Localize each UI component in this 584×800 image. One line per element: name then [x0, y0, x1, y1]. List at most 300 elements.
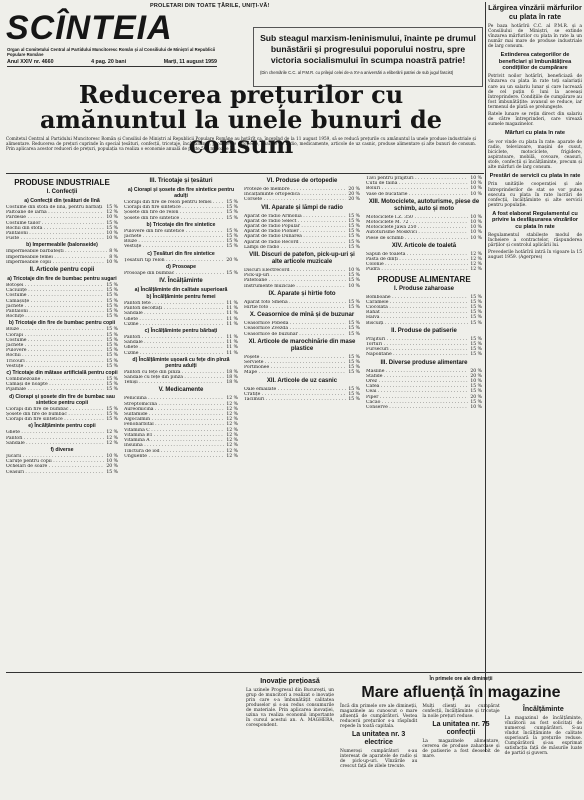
reduction-value: 11 %: [226, 316, 238, 322]
reduction-value: 15 %: [348, 391, 360, 397]
article-subheading: A fost elaborat Regulamentul cu privire la desfășurarea vînzărilor cu plata în rate: [491, 210, 579, 230]
reduction-value: 15 %: [106, 309, 118, 315]
item-name: Proteze de membre . . .: [244, 187, 346, 192]
reduction-value: 15 %: [348, 354, 360, 360]
price-list: [366, 252, 482, 273]
reduction-value: 15 %: [106, 363, 118, 369]
subsection-heading: f) diverse: [50, 446, 74, 453]
reduction-value: 8 %: [109, 249, 118, 255]
section-heading: VIII. Discuri de patefon, pick-up-uri și alte articole muzicale: [249, 252, 355, 266]
subsection-heading: a) Tricotaje din fire de bumbac pentru sugari: [7, 276, 117, 283]
reduction-value: 15 %: [348, 278, 360, 284]
price-list: [6, 205, 118, 241]
reduction-value: 20 %: [348, 192, 360, 198]
reduction-value: 20 %: [226, 257, 238, 263]
reduction-value: 20 %: [470, 394, 482, 400]
reduction-value: 15 %: [106, 417, 118, 423]
price-list: [366, 176, 482, 197]
item-name: Ceai . . .: [366, 389, 468, 394]
reduction-value: 10 %: [106, 453, 118, 459]
item-name: Ghete . . .: [124, 345, 224, 350]
price-list: [124, 200, 238, 221]
item-name: Halva . . .: [366, 315, 468, 320]
reduction-value: 12 %: [226, 417, 238, 423]
item-name: Jachete . . .: [124, 234, 224, 239]
item-name: Cămășuțe . . .: [6, 299, 104, 304]
reduction-value: 15 %: [470, 320, 482, 326]
item-name: Combinezoane . . .: [6, 377, 104, 382]
article-paragraph: La magazinul de încălțăminte, vînzătorii au fost solicitați de numeroși cumpărători. S-au vîndut încălțăminte de calitate superioară la prețurile reduse. Cumpărătorii și-au exprimat satisfacția față de măsurile luate de partid și guvern.: [504, 716, 582, 756]
reduction-value: 12 %: [226, 443, 238, 449]
reduction-value: 15 %: [106, 288, 118, 294]
reduction-value: 15 %: [226, 205, 238, 211]
section-heading: VII. Aparate și lămpi de radio: [261, 204, 343, 211]
item-name: Sandale cu fețe din pînză . . .: [124, 375, 224, 380]
item-name: Pastă de dinți . . .: [366, 257, 468, 262]
reduction-value: 15 %: [470, 352, 482, 358]
price-list: [6, 430, 118, 446]
reduction-value: 12 %: [226, 422, 238, 428]
reduction-value: 15 %: [106, 411, 118, 417]
reduction-value: 15 %: [348, 229, 360, 235]
item-name: Săpun de toaletă . . .: [366, 252, 468, 257]
item-name: Bomboane . . .: [366, 295, 468, 300]
reduction-value: 15 %: [106, 343, 118, 349]
price-row: [366, 321, 482, 326]
reduction-value: 12 %: [226, 406, 238, 412]
reduction-value: 15 %: [106, 298, 118, 304]
price-row: [6, 387, 118, 392]
subsection-heading: b) Încălțăminte pentru femei: [146, 294, 216, 301]
item-name: Șosete din fire de bumbac . . .: [6, 412, 104, 417]
item-name: Ceasuri . . .: [6, 470, 104, 475]
reduction-value: 10 %: [106, 236, 118, 242]
price-list: [366, 337, 482, 358]
item-name: Costume . . .: [6, 338, 104, 343]
reduction-value: 15 %: [348, 397, 360, 403]
reduction-value: 15 %: [470, 294, 482, 300]
item-name: Țesături tip relon . . .: [124, 258, 224, 263]
subsection-heading: a) Ciorapi și șosete din fire sintetice pentru adulți: [127, 187, 235, 199]
section-heading: XIV. Articole de toaletă: [391, 242, 457, 249]
reduction-value: 10 %: [106, 215, 118, 221]
price-list: [6, 454, 118, 475]
item-name: Instrumente muzicale . . .: [244, 284, 346, 289]
section-heading: II. Produse de patiserie: [391, 327, 457, 334]
reduction-value: 20 %: [348, 187, 360, 192]
price-row: [124, 380, 238, 385]
price-list: [244, 300, 360, 310]
article-paragraph: La magazinele alimentare, cererea de produse zaharoase și de patiserie a fost deosebit de mare.: [422, 739, 500, 759]
price-list: [124, 229, 238, 250]
section-heading: XI. Articole de marochinărie din mase plastice: [248, 338, 356, 352]
reduction-value: 15 %: [470, 336, 482, 342]
item-name: Tacîmuri . . .: [244, 397, 346, 402]
price-row: [244, 370, 360, 375]
price-row: [124, 322, 238, 327]
item-name: Jachete . . .: [6, 304, 104, 309]
reduction-value: 15 %: [106, 406, 118, 412]
reduction-value: 15 %: [348, 213, 360, 219]
item-name: Stafide . . .: [366, 374, 468, 379]
price-list: [124, 370, 238, 386]
reduction-value: 15 %: [226, 215, 238, 221]
item-name: Torturi . . .: [366, 342, 468, 347]
item-name: Motociclete I.Z. 350 . . .: [366, 215, 468, 220]
column-industrial-1: [6, 176, 118, 475]
article-column: [505, 704, 582, 771]
item-name: Sandale . . .: [6, 441, 104, 446]
item-name: Rochițe . . .: [6, 314, 104, 319]
item-name: Șosete din fire sintetice . . .: [124, 216, 224, 221]
reduction-value: 10 %: [470, 186, 482, 192]
reduction-value: 15 %: [348, 218, 360, 224]
item-name: Motociclete Jawa 250 . . .: [366, 225, 468, 230]
subsection-heading: b) Tricotaje din fire sintetice: [146, 221, 216, 228]
section-heading: IV. Încălțăminte: [159, 278, 203, 285]
price-list: [244, 268, 360, 289]
reduction-value: 11 %: [226, 340, 238, 346]
reduction-value: 10 %: [470, 176, 482, 181]
reduction-value: 15 %: [348, 331, 360, 337]
item-name: Biscuiți . . .: [366, 321, 468, 326]
article-paragraph: Se vor vinde cu plata în rate: aparate de radio, televizoare, mașini de cusut, biciclete, motociclete, frigidere, aspiratoare, mobilă, covoare, ceasuri, stofe, confecții și încălțăminte, precum și alte mărfuri de larg consum.: [488, 139, 582, 171]
reduction-value: 12 %: [106, 210, 118, 216]
item-name: Autoturisme Moskvici . . .: [366, 230, 468, 235]
item-name: Aparat de radio Pionier . . .: [244, 229, 346, 234]
price-row: [366, 352, 482, 357]
item-name: Rochii din stofă . . .: [6, 226, 104, 231]
reduction-value: 12 %: [226, 396, 238, 402]
item-name: Tăvi pentru prăjituri . . .: [366, 176, 468, 181]
reduction-value: 15 %: [226, 210, 238, 216]
reduction-value: 18 %: [226, 375, 238, 381]
reduction-value: 15 %: [106, 377, 118, 383]
section-heading: I. Confecții: [46, 189, 78, 195]
section-heading: XII. Articole de uz casnic: [266, 377, 338, 384]
price-list: [366, 369, 482, 411]
price-list: [6, 377, 118, 393]
article-subheading: Prestări de servicii cu plata în rate: [489, 173, 581, 180]
section-heading: II. Articole pentru copii: [29, 267, 95, 274]
item-name: Vestuțe . . .: [6, 364, 104, 369]
item-name: Ciorapi din fire de relon pentru femei . . .: [124, 200, 224, 205]
price-list: [244, 214, 360, 250]
item-name: Jucării . . .: [6, 454, 104, 459]
issue-pages: 4 pag. 20 bani: [91, 59, 127, 65]
slogan-box: [253, 27, 483, 87]
reduction-value: 10 %: [106, 459, 118, 465]
masthead-subtitle: Organ al Comitetului Central al Partidului Muncitoresc Român și al Consiliului de Miniștri al Republicii Populare Române: [7, 47, 216, 57]
reduction-value: 15 %: [106, 387, 118, 393]
article-subheading: Încălțăminte: [522, 706, 564, 713]
article-innovation: [246, 676, 334, 730]
reduction-value: 10 %: [348, 268, 360, 274]
reduction-value: 11 %: [226, 311, 238, 317]
reduction-value: 15 %: [106, 358, 118, 364]
price-list: [124, 258, 238, 263]
reduction-value: 10 %: [106, 231, 118, 237]
price-row: [366, 267, 482, 272]
subsection-heading: c) Încălțăminte pentru bărbați: [144, 328, 218, 335]
item-name: Ghete . . .: [6, 430, 104, 435]
subsection-heading: b) Impermeabile (balonseide): [26, 242, 98, 249]
reduction-value: 15 %: [106, 469, 118, 475]
item-name: Pulovere din fire sintetice . . .: [124, 229, 224, 234]
item-name: Insulină . . .: [124, 443, 224, 448]
column-industrial-3: [244, 176, 360, 402]
article-paragraph: Prevederile hotărîrii intră în vigoare la 15 august 1959. (Agerpres): [488, 250, 582, 261]
right-column-rule: [485, 2, 486, 752]
slogan-text: Sub steagul marxism-leninismului, înainte pe drumul bunăstării și progresului poporului nostru, spre victoria socialismului în scumpa noastră patrie!: [260, 33, 476, 65]
item-name: Încălțăminte ortopedică . . .: [244, 192, 346, 197]
article-subheading: La unitatea nr. 3 electrice: [352, 731, 406, 746]
item-name: Ceasornice Zvezda . . .: [244, 326, 346, 331]
reduction-value: 10 %: [470, 230, 482, 236]
item-name: Sandale . . .: [124, 340, 224, 345]
reduction-value: 15 %: [470, 389, 482, 395]
article-kicker: În primele ore ale dimineții: [429, 676, 493, 682]
main-headline: Reducerea prețurilor cu amănuntul la unele bunuri de consum: [39, 80, 443, 159]
reduction-value: 15 %: [348, 239, 360, 245]
price-row: [244, 197, 360, 202]
price-row: [6, 314, 118, 319]
reduction-value: 15 %: [348, 305, 360, 311]
masthead-motto: PROLETARI DIN TOATE ȚĂRILE, UNIȚI-VĂ!: [150, 3, 270, 9]
item-name: Căruțe pentru copii . . .: [6, 459, 104, 464]
section-heading: XIII. Motociclete, autoturisme, piese de schimb, auto și moto: [368, 198, 480, 212]
price-row: [244, 305, 360, 310]
reduction-value: 15 %: [470, 347, 482, 353]
reduction-value: 11 %: [226, 350, 238, 356]
reduction-value: 12 %: [226, 448, 238, 454]
reduction-value: 10 %: [470, 225, 482, 231]
section-title: PRODUSE ALIMENTARE: [377, 274, 471, 284]
reduction-value: 15 %: [348, 273, 360, 279]
item-name: Ceasornice de buzunar . . .: [244, 332, 346, 337]
reduction-value: 15 %: [348, 224, 360, 230]
reduction-value: 15 %: [470, 342, 482, 348]
item-name: Impermeabile copii . . .: [6, 260, 104, 265]
subsection-heading: d) Încălțăminte ușoară cu fețe din pînză pentru adulți: [132, 356, 230, 369]
reduction-value: 20 %: [470, 373, 482, 379]
reduction-value: 10 %: [106, 259, 118, 265]
reduction-value: 15 %: [348, 370, 360, 376]
item-name: Aparat de radio Popular . . .: [244, 224, 346, 229]
article-paragraph: Regulamentul stabilește modul de încheiere a contractelor, răspunderea părților și controlul aplicării lui.: [488, 232, 582, 248]
item-name: Paltoane de iarnă . . .: [6, 210, 104, 215]
price-row: [6, 364, 118, 369]
reduction-value: 15 %: [348, 386, 360, 392]
article-installment-sales: [488, 1, 582, 262]
reduction-value: 15 %: [348, 326, 360, 332]
item-name: Conserve . . .: [366, 405, 468, 410]
item-name: Fuste . . .: [6, 236, 104, 241]
price-row: [6, 441, 118, 446]
item-name: Pudră . . .: [366, 267, 468, 272]
reduction-value: 18 %: [226, 369, 238, 375]
item-name: Ochelari de soare . . .: [6, 464, 104, 469]
item-name: Ciorapi din fire de bumbac . . .: [6, 407, 104, 412]
item-name: Pantaloni . . .: [6, 309, 104, 314]
reduction-value: 12 %: [226, 453, 238, 459]
price-row: [244, 397, 360, 402]
subsection-heading: a) Încălțăminte din calitate superioară: [134, 287, 228, 294]
subsection-heading: c) Țesături din fire sintetice: [147, 250, 215, 257]
price-list: [6, 407, 118, 423]
reduction-value: 11 %: [226, 306, 238, 312]
price-list: [124, 335, 238, 356]
item-name: Penicilină . . .: [124, 396, 224, 401]
reduction-value: 15 %: [106, 205, 118, 210]
reduction-value: 12 %: [470, 251, 482, 257]
item-name: Piper . . .: [366, 395, 468, 400]
reduction-value: 12 %: [106, 435, 118, 441]
item-name: Pantofi fete . . .: [124, 301, 224, 306]
item-name: Unguente . . .: [124, 454, 224, 459]
section-heading: III. Tricotaje și țesături: [149, 178, 213, 184]
bottom-rule: [6, 672, 582, 673]
price-row: [6, 236, 118, 241]
newspaper-masthead: SCÎNTEIA: [6, 9, 173, 47]
reduction-value: 15 %: [106, 303, 118, 309]
subsection-heading: d) Prosoape: [166, 263, 196, 270]
article-shops: [340, 676, 582, 771]
item-name: Boluri . . .: [366, 186, 468, 191]
reduction-value: 15 %: [348, 299, 360, 305]
article-subheading: La unitatea nr. 75 confecții: [432, 721, 490, 736]
item-name: Pantofi cu fețe din pînză . . .: [124, 370, 224, 375]
price-row: [6, 470, 118, 475]
item-name: Motociclete M. 72 . . .: [366, 220, 468, 225]
section-rule: [6, 173, 484, 174]
price-row: [124, 271, 238, 276]
reduction-value: 15 %: [226, 270, 238, 276]
item-name: Ceasornice Pobeda . . .: [244, 321, 346, 326]
item-name: Vase de bucătărie . . .: [366, 192, 468, 197]
item-name: Impermeabile bărbătești . . .: [6, 249, 107, 254]
reduction-value: 10 %: [470, 235, 482, 241]
reduction-value: 15 %: [470, 399, 482, 405]
item-name: Corsete . . .: [244, 197, 346, 202]
item-name: Hîrtie foto . . .: [244, 305, 346, 310]
item-name: Jachete . . .: [6, 343, 104, 348]
item-name: Costume tailor . . .: [6, 221, 104, 226]
reduction-value: 12 %: [226, 438, 238, 444]
reduction-value: 12 %: [470, 257, 482, 263]
reduction-value: 11 %: [226, 301, 238, 307]
item-name: Cizme . . .: [124, 351, 224, 356]
reduction-value: 15 %: [106, 382, 118, 388]
price-row: [244, 245, 360, 250]
reduction-value: 10 %: [348, 283, 360, 289]
reduction-value: 15 %: [226, 200, 238, 205]
item-name: Botoșei . . .: [6, 283, 104, 288]
column-industrial-2: [124, 176, 238, 459]
reduction-value: 15 %: [106, 353, 118, 359]
reduction-value: 8 %: [109, 254, 118, 260]
price-list: [124, 301, 238, 327]
reduction-value: 10 %: [470, 214, 482, 220]
reduction-value: 15 %: [470, 299, 482, 305]
reduction-value: 12 %: [226, 412, 238, 418]
reduction-value: 15 %: [348, 234, 360, 240]
item-name: Sandale . . .: [124, 311, 224, 316]
article-column: [340, 704, 417, 771]
section-heading: VI. Produse de ortopedie: [266, 178, 338, 184]
section-heading: X. Ceasornice de mînă și de buzunar: [249, 312, 355, 319]
reduction-value: 15 %: [348, 321, 360, 327]
article-paragraph: Încă din primele ore ale dimineții, magazinele au cunoscut o mare afluență de cumpărători. Vestea reducerii prețurilor s-a răspîndit repede în toată capitala.: [340, 704, 418, 729]
section-heading: V. Medicamente: [158, 387, 204, 394]
reduction-value: 10 %: [470, 181, 482, 187]
item-name: Vitamina B1 . . .: [124, 433, 224, 438]
item-name: Pick-up-uri . . .: [244, 273, 346, 278]
issue-year: Anul XXIV nr. 4660: [7, 59, 54, 65]
item-name: Vestuțe . . .: [124, 244, 224, 249]
item-name: Cutii de făină . . .: [366, 181, 468, 186]
item-name: Pantaloni . . .: [6, 231, 104, 236]
item-name: Tricouri . . .: [6, 359, 104, 364]
item-name: Caramele . . .: [366, 300, 468, 305]
item-name: Aparat de radio Dunărea . . .: [244, 234, 346, 239]
item-name: Cafea . . .: [366, 384, 468, 389]
item-name: Impermeabile femei . . .: [6, 255, 107, 260]
subsection-heading: c) Tricotaje din mătase artificială pentru copii: [6, 370, 118, 377]
reduction-value: 12 %: [470, 262, 482, 268]
item-name: Orez . . .: [366, 379, 468, 384]
item-name: Costume . . .: [6, 293, 104, 298]
item-name: Patefoane . . .: [244, 278, 346, 283]
price-row: [244, 332, 360, 337]
item-name: Piese de schimb . . .: [366, 236, 468, 241]
subsection-heading: e) Încălțăminte pentru copii: [28, 423, 96, 430]
price-row: [124, 216, 238, 221]
article-paragraph: Mulți clienți au cumpărat confecții, încălțăminte și tricotaje la noile prețuri reduse.: [422, 704, 500, 719]
article-subheading: Mărfuri cu plata în rate: [505, 130, 565, 137]
item-name: Aureomicină . . .: [124, 407, 224, 412]
reduction-value: 10 %: [470, 191, 482, 197]
article-columns: [340, 704, 582, 771]
item-name: Vitamina A . . .: [124, 438, 224, 443]
item-name: Bluze . . .: [6, 327, 104, 332]
reduction-value: 10 %: [470, 220, 482, 226]
item-name: Ciorapi din fire sintetice . . .: [6, 417, 104, 422]
item-name: Discuri Electrecord . . .: [244, 268, 346, 273]
price-row: [6, 417, 118, 422]
reduction-value: 20 %: [348, 197, 360, 203]
section-title: PRODUSE INDUSTRIALE: [14, 178, 110, 187]
price-row: [124, 454, 238, 459]
reduction-value: 15 %: [106, 225, 118, 231]
reduction-value: 15 %: [106, 348, 118, 354]
item-name: Cacao . . .: [366, 400, 468, 405]
price-row: [6, 260, 118, 265]
reduction-value: 12 %: [226, 432, 238, 438]
reduction-value: 20 %: [470, 368, 482, 374]
article-title: Mare afluență în magazine: [361, 684, 561, 701]
item-name: Pardesie . . .: [6, 215, 104, 220]
article-title: Lărgirea vînzării mărfurilor cu plata în rate: [488, 3, 582, 21]
article-paragraph: La uzinele Progresul din București, un grup de muncitori a realizat o inovație prin care s-a îmbunătățit calitatea produselor și s-au redus consumurile de materiale. Prin aplicarea inovației, uzina va realiza economii importante în cursul acestui an. A. MAGHERA, corespondent.: [246, 688, 334, 728]
article-subheading: Extinderea categoriilor de beneficiari și îmbunătățirea condițiilor de cumpărare: [498, 52, 572, 72]
price-row: [124, 351, 238, 356]
item-name: Streptomicină . . .: [124, 402, 224, 407]
item-name: Ciorapi . . .: [6, 333, 104, 338]
item-name: Fenobarbital . . .: [124, 422, 224, 427]
price-list: [6, 283, 118, 319]
decree-intro: Comitetul Central al Partidului Muncitoresc Român și Consiliul de Miniștri al Republicii Populare Române au hotărît ca, începînd de la 11 august 1959, să se reducă prețurile cu amănuntul la unele produse industriale și alimentare. Reducerea de prețuri cuprinde în special țesături, confecții, tricotaje, încălțăminte, produse de ortopedie, aparate de radio, medicamente, articole de uz casnic, produse alimentare și alte bunuri de consum. Prin aplicarea acestor reduceri de prețuri, populația va realiza o economie anuală de peste 500 milioane lei.: [6, 136, 476, 151]
